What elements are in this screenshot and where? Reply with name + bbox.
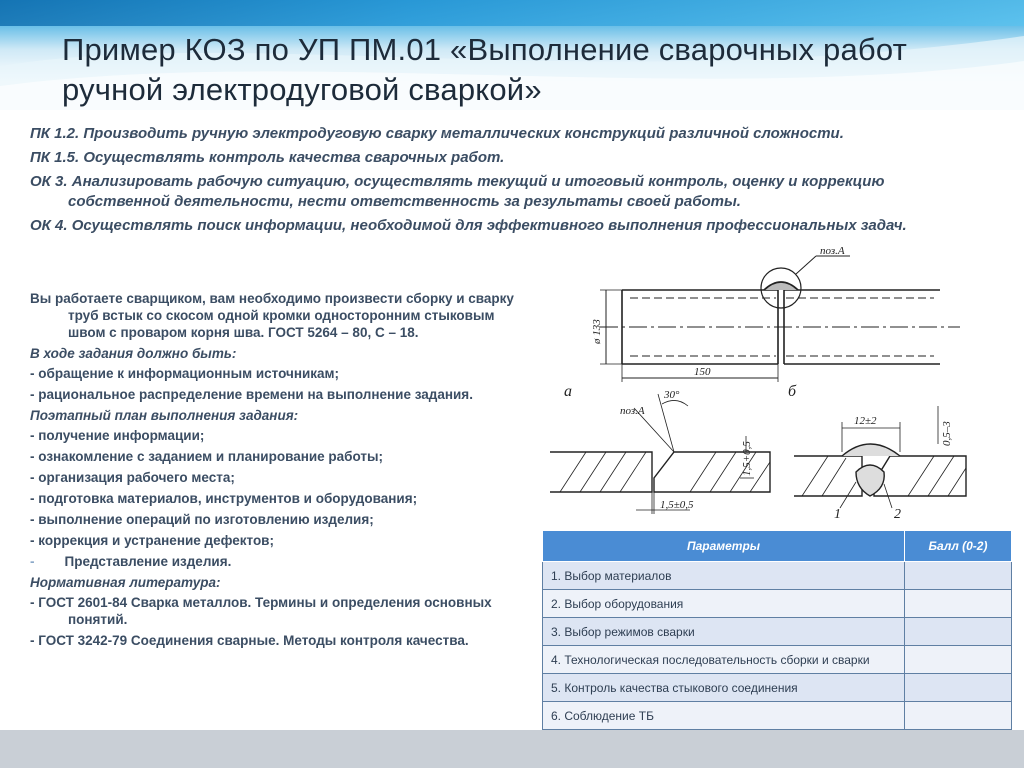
list-item: - ознакомление с заданием и планирование работы; [30,449,384,464]
list-item: - ГОСТ 2601-84 Сварка металлов. Термины и определения основных понятий. [30,595,492,627]
score-cell[interactable] [905,618,1012,646]
angle-label: 30° [664,389,680,401]
length-label: 150 [694,366,711,378]
param-cell: 4. Технологическая последовательность сборки и сварки [543,646,905,674]
table-row [543,562,1012,590]
list-item: - ГОСТ 3242-79 Соединения сварные. Методы контроля качества. [30,633,469,648]
param-cell: 3. Выбор режимов сварки [543,618,905,646]
footer-band [0,730,1024,768]
score-cell[interactable] [905,590,1012,618]
list-item: - Представление изделия. [30,554,232,569]
weld-drawing [540,246,972,528]
param-cell: 1. Выбор материалов [543,562,905,590]
competency-item: ОК 4. Осуществлять поиск информации, необходимой для эффективного выполнения профессиональных задач. [30,217,907,234]
task-description: Вы работаете сварщиком, вам необходимо произвести сборку и сварку труб встык со скосом одной кромки односторонним стыковым швом с проваром корня шва. ГОСТ 5264 – 80, С – 18. [30,291,514,340]
competency-item: ПК 1.2. Производить ручную электродуговую сварку металлических конструкций различной сложности. [30,125,844,142]
header-score: Балл (0-2) [905,531,1012,562]
literature-heading: Нормативная литература: [30,575,221,590]
mark-1: 1 [834,507,841,522]
param-cell: 2. Выбор оборудования [543,590,905,618]
pos-a-top-label: поз.А [820,246,845,257]
list-item: - обращение к информационным источникам; [30,366,340,381]
table-row [543,646,1012,674]
table-row [543,618,1012,646]
table-row [543,674,1012,702]
height-dim-label: 1,5+0,5 [741,441,753,476]
pipe-view [600,256,960,382]
plan-heading: Поэтапный план выполнения задания: [30,408,299,423]
during-task-heading: В ходе задания должно быть: [30,346,237,361]
groove-view [550,394,770,514]
competency-item: ОК 3. Анализировать рабочую ситуацию, осуществлять текущий и итоговый контроль, оценку и коррекцию собственной деятельности, нести ответственность за результаты своей работы. [30,173,885,210]
pos-a-label: поз.А [620,405,645,417]
list-item: - организация рабочего места; [30,470,235,485]
gap-dim-label: 1,5±0,5 [660,499,694,511]
score-cell[interactable] [905,674,1012,702]
list-item: - коррекция и устранение дефектов; [30,533,274,548]
header-params: Параметры [543,531,905,562]
competency-item: ПК 1.5. Осуществлять контроль качества сварочных работ. [30,149,505,166]
params-table [542,530,1012,730]
slide-title: Пример КОЗ по УП ПМ.01 «Выполнение сварочных работ ручной электродуговой сваркой» [62,32,908,107]
diameter-label: ø 133 [591,319,603,344]
list-item: - выполнение операций по изготовлению изделия; [30,512,374,527]
label-a: а [564,383,572,400]
score-cell[interactable] [905,702,1012,730]
table-row [543,590,1012,618]
mark-2: 2 [894,507,901,522]
list-item: - подготовка материалов, инструментов и оборудования; [30,491,418,506]
score-cell[interactable] [905,562,1012,590]
competency-list [30,124,990,240]
table-header-row [543,531,1012,562]
reinforcement-dim-label: 0,5–3 [941,421,953,446]
score-cell[interactable] [905,646,1012,674]
param-cell: 6. Соблюдение ТБ [543,702,905,730]
table-row [543,702,1012,730]
list-item: - получение информации; [30,428,205,443]
label-b: б [788,383,797,400]
width-dim-label: 12±2 [854,415,877,427]
param-cell: 5. Контроль качества стыкового соединения [543,674,905,702]
list-item: - рациональное распределение времени на выполнение задания. [30,387,473,402]
task-column [30,290,530,653]
